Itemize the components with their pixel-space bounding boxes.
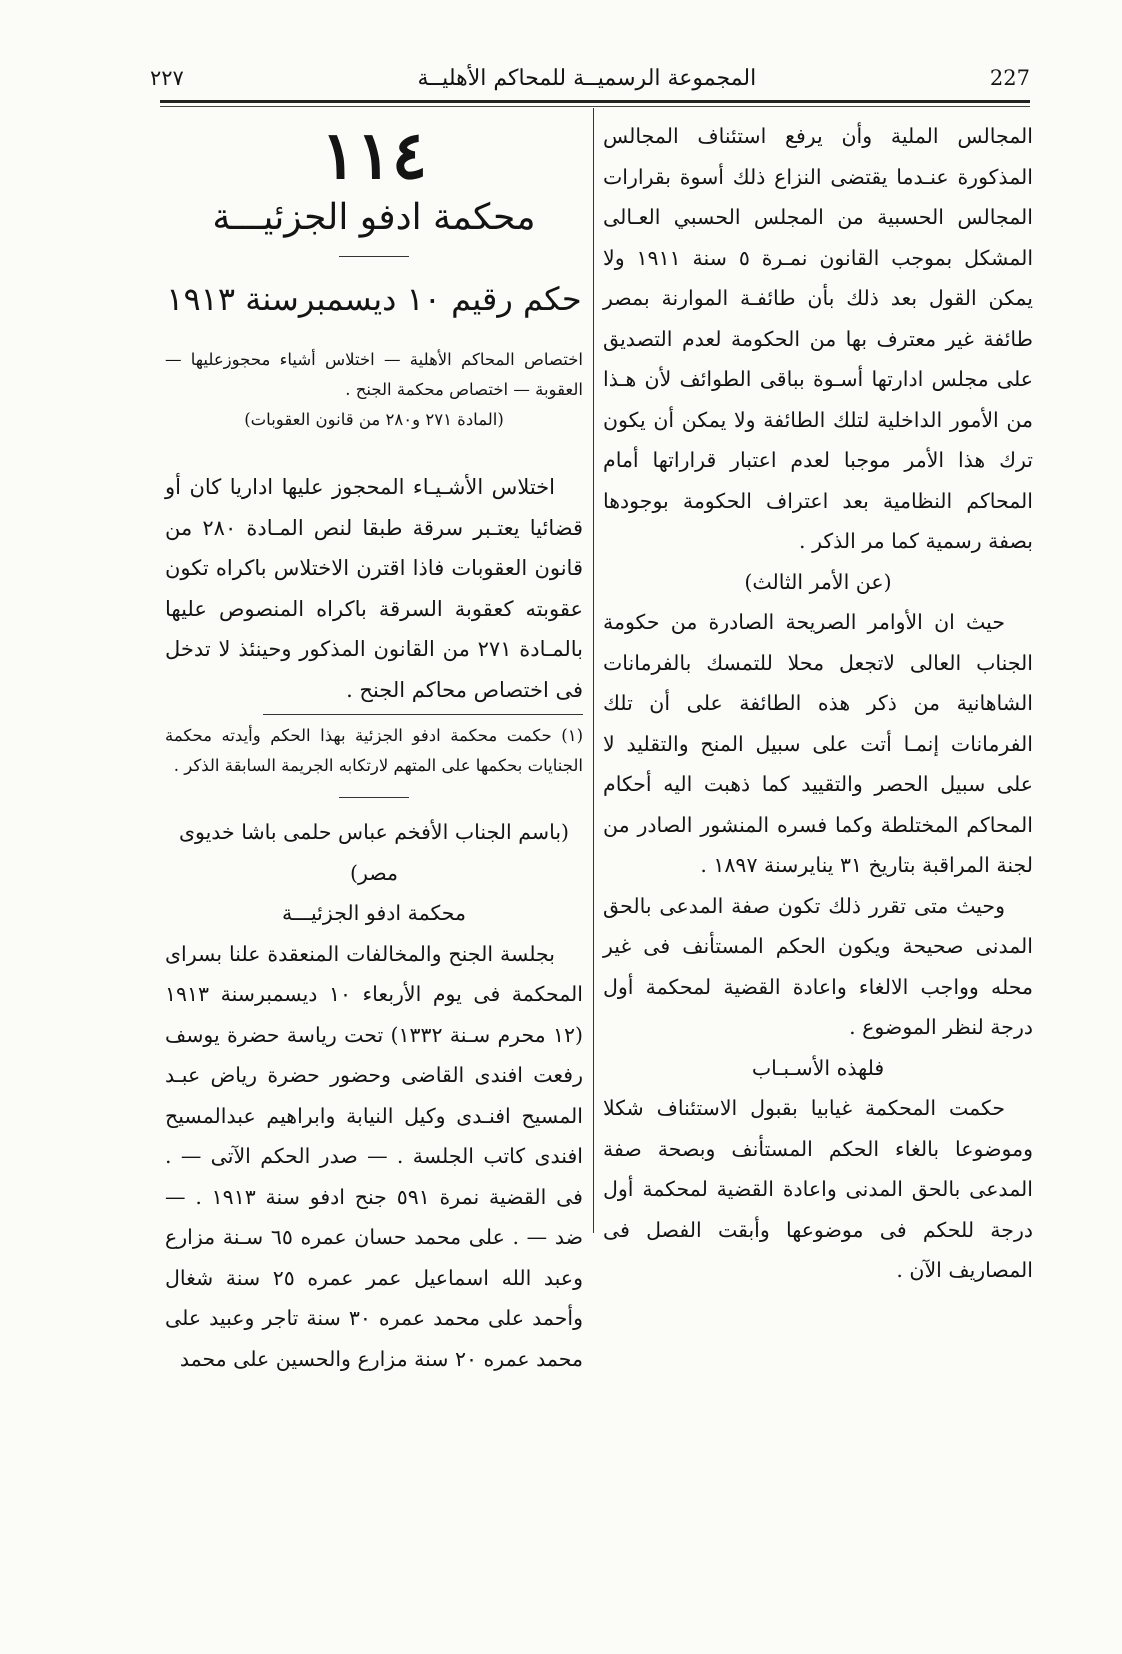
footnote: (١) حكمت محكمة ادفو الجزئية بهذا الحكم وأيدته محكمة الجنايات بحكمها على المتهم لارتكابه الجريمة السابقة الذكر . bbox=[165, 726, 583, 775]
paragraph: المجالس الملية وأن يرفع استئناف المجالس المذكورة عنـدما يقتضى النزاع ذلك أسوة بقرارات المجالس الحسبية من المجلس الحسبي العـالى المشكل بموجب القانون نمـرة ٥ سنة ١٩١١ ولا يمكن القول بعد ذلك بأن طائفـة الموارنة بمصر طائفة غير معترف بها من الحكومة لعدم التصديق على مجلس ادارتها أسـوة بباقى الطوائف لأن هـذا من الأمور الداخلية لتلك الطائفة ولا يمكن أن يكون ترك هذا الأمر موجبا لعدم اعتبار قراراتها أمام المحاكم النظامية بعد اعتراف الحكومة بوجودها بصفة رسمية كما مر الذكر . bbox=[603, 124, 1034, 553]
right-column bbox=[603, 116, 1033, 1291]
page-number-latin: 227 bbox=[989, 66, 1030, 90]
header-rule-thin bbox=[160, 106, 1030, 107]
paragraph: وحيث متى تقرر ذلك تكون صفة المدعى بالحق المدنى صحيحة ويكون الحكم المستأنف فى غير محله وواجب الالغاء واعادة القضية لمحكمة أول درجة لنظر الموضوع . bbox=[603, 893, 1033, 1039]
court-subtitle: محكمة ادفو الجزئيـــة bbox=[281, 901, 466, 925]
header-rule bbox=[160, 100, 1030, 103]
ruling-text: حكمت المحكمة غيابيا بقبول الاستئناف شكلا وموضوعا بالغاء الحكم المستأنف وبصحة صفة المدعى بالحق المدنى واعادة القضية لمحكمة أول درجة للحكم فى موضوعها وأبقت الفصل فى المصاريف الآن . bbox=[603, 1096, 1033, 1282]
page-header bbox=[150, 58, 1030, 98]
divider bbox=[339, 256, 409, 257]
court-title: محكمة ادفو الجزئيـــة bbox=[212, 197, 536, 238]
preamble: (باسم الجناب الأفخم عباس حلمى باشا خديوى مصر) bbox=[178, 820, 570, 885]
judgment-body: بجلسة الجنح والمخالفات المنعقدة علنا بسراى المحكمة فى يوم الأربعاء ١٠ ديسمبرسنة ١٩١٣ (١٢ محرم سـنة ١٣٣٢) تحت رياسة حضرة يوسف رفعت افندى القاضى وحضور حضرة رياض عبـد المسيح افنـدى وكيل النيابة وابراهيم عبدالمسيح افندى كاتب الجلسة . — صدر الحكم الآتى — . فى القضية نمرة ٥٩١ جنح ادفو سنة ١٩١٣ . — ضد — . على محمد حسان عمره ٦٥ سـنة مزارع وعبد الله اسماعيل عمر عمره ٢٥ سنة شغال وأحمد على محمد عمره ٣٠ سنة تاجر وعبيد على محمد عمره ٢٠ سنة مزارع والحسين على محمد bbox=[165, 941, 584, 1371]
divider bbox=[339, 797, 409, 798]
reasons-heading: فلهذه الأسـبـاب bbox=[751, 1055, 885, 1080]
verdict-title: حكم رقيم ١٠ ديسمبرسنة ١٩١٣ bbox=[166, 280, 582, 318]
column-divider bbox=[593, 108, 594, 1233]
headnote: اختصاص المحاكم الأهلية — اختلاس أشياء محجوزعليها — العقوبة — اختصاص محكمة الجنح . bbox=[165, 350, 583, 399]
case-number: ١١٤ bbox=[320, 116, 428, 194]
page-number-arabic: ٢٢٧ bbox=[150, 66, 184, 90]
section-heading: (عن الأمر الثالث) bbox=[744, 569, 892, 594]
paragraph: حيث ان الأوامر الصريحة الصادرة من حكومة الجناب العالى لاتجعل محلا للتمسك بالفرمانات الشاهانية من ذكر هذه الطائفة على أن تلك الفرمانات إنمـا أتت على سبيل المنح والتقليد لا على سبيل الحصر والتقييد كما ذهبت اليه أحكام المحاكم المختلطة وكما فسره المنشور الصادر من لجنة المراقبة بتاريخ ٣١ ينايرسنة ١٨٩٧ . bbox=[603, 610, 1033, 877]
left-column bbox=[165, 116, 583, 1379]
running-title: المجموعة الرسميــة للمحاكم الأهليــة bbox=[417, 65, 757, 91]
legal-summary: اختلاس الأشـيـاء المحجوز عليها اداريا كان أو قضائيا يعتـبر سرقة طبقا لنص المـادة ٢٨٠ من قانون العقوبات فاذا اقترن الاختلاس باكراه تكون عقوبته كعقوبة السرقة باكراه المنصوص عليها بالمـادة ٢٧١ من القانون المذكور وحينئذ لا تدخل فى اختصاص محاكم الجنح . bbox=[165, 475, 583, 702]
article-reference: (المادة ٢٧١ و٢٨٠ من قانون العقوبات) bbox=[244, 410, 504, 429]
footnote-rule bbox=[263, 714, 583, 715]
